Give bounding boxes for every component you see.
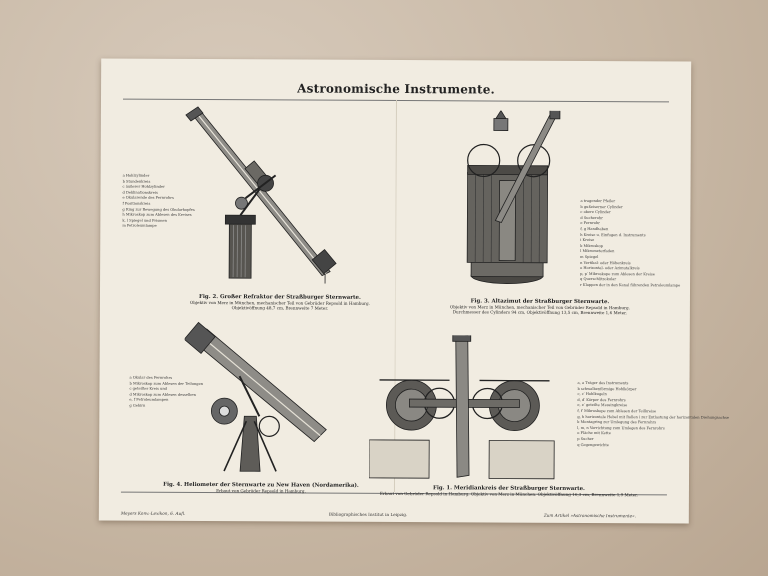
heliometer-caption: Fig. 4. Heliometer der Sternwarte zu New Haven (Nordamerika). Erbaut von Gebrüder Repsold in Hamburg. bbox=[163, 481, 359, 494]
meridian-circle-caption: Fig. 1. Meridiankreis der Straßburger Sternwarte. Erbaut von Gebrüder Repsold in Hamburg. Objektiv von Merz in München. Objektivöffnung 16,3 cm, Brennweite 1,9 Meter. bbox=[379, 485, 639, 498]
footer-publication: Meyers Konv.-Lexikon, 6. Aufl. bbox=[120, 510, 186, 516]
meridian-circle-legend: a, a Träger des Instruments b schwalbenförmige Hohlkörper c, c′ Hohlkugeln d, d′ Körper des Fernrohrs e, e′ geteilte Messingkreise f, f′ Mikroskope zum Ablesen der Teilkreise g, h horizontale Hebel mit Rollen i zur Entlastung der horizontalen Drehungsachse k Montagring zur Umlegung des Fernrohrs l, m, n Vorrichtung zum Umlegen des Fernrohrs o Fläche mit Kette p Sucher q Gegengewichte bbox=[577, 380, 729, 447]
refractor-illustration bbox=[175, 103, 356, 284]
heliometer-illustration bbox=[184, 321, 335, 477]
altazimuth-illustration bbox=[455, 110, 586, 291]
plate-title: Astronomische Instrumente. bbox=[297, 81, 495, 97]
altazimuth-caption: Fig. 3. Altazimut der Straßburger Sternwarte. Objektiv von Merz in München, mechanischer Teil von Gebrüder Repsold in Hamburg. Durchmesser des Cylinders 94 cm, Objektivöffnung 13,5 cm, Brennweite 1,6 Meter. bbox=[449, 298, 630, 316]
refractor-caption: Fig. 2. Großer Refraktor der Straßburger Sternwarte. Objektiv von Merz in München, mechanischer Teil von Gebrüder Repsold in Hamburg. Objektivöffnung 48,7 cm, Brennweite 7 Meter. bbox=[189, 293, 370, 311]
meridian-circle-illustration bbox=[369, 335, 570, 481]
altazimuth-legend: a tragender Pfeiler b gußeiserner Cylinder c obere Cylinder d Sucherohr e Fernrohr f, g Handhaben h Kreise u. Einfugen d. Instruments i Kreise k Mikroskop l Mikrometerfaden m Spiegel n Vertikal- oder Höhenkreis o Horizontal- oder Azimutalkreis p, p′ Mikroskope zum Ablesen der Kreise q Querschlitzokular r Klappen der in den Kanal führenden Petroleumlampe bbox=[580, 198, 681, 288]
footer-publisher: Bibliographisches Institut in Leipzig. bbox=[328, 511, 408, 518]
heliometer-legend: a Okular des Fernrohrs b Mikroskop zum Ablesen der Teilungen c geteilter Kreis und d Mikroskop zum Ablesen desselben e, f Petroleumlampen g Gehirn bbox=[129, 375, 204, 408]
footer-article-reference: Zum Artikel »Astronomische Instrumente«. bbox=[543, 512, 637, 519]
engraving-plate bbox=[99, 58, 729, 523]
refractor-legend: a Hohlzylinder b Stundenkreis c äußerer Hohlzylinder d Deklinationskreis e Okularende des Fernrohrs f Positionskreis g Ring zur Bewegung des Okularkopfes h Mikroskop zum Ablesen des Kreises k, l Spiegel und Prismen m Petroleumlampe bbox=[122, 173, 195, 229]
